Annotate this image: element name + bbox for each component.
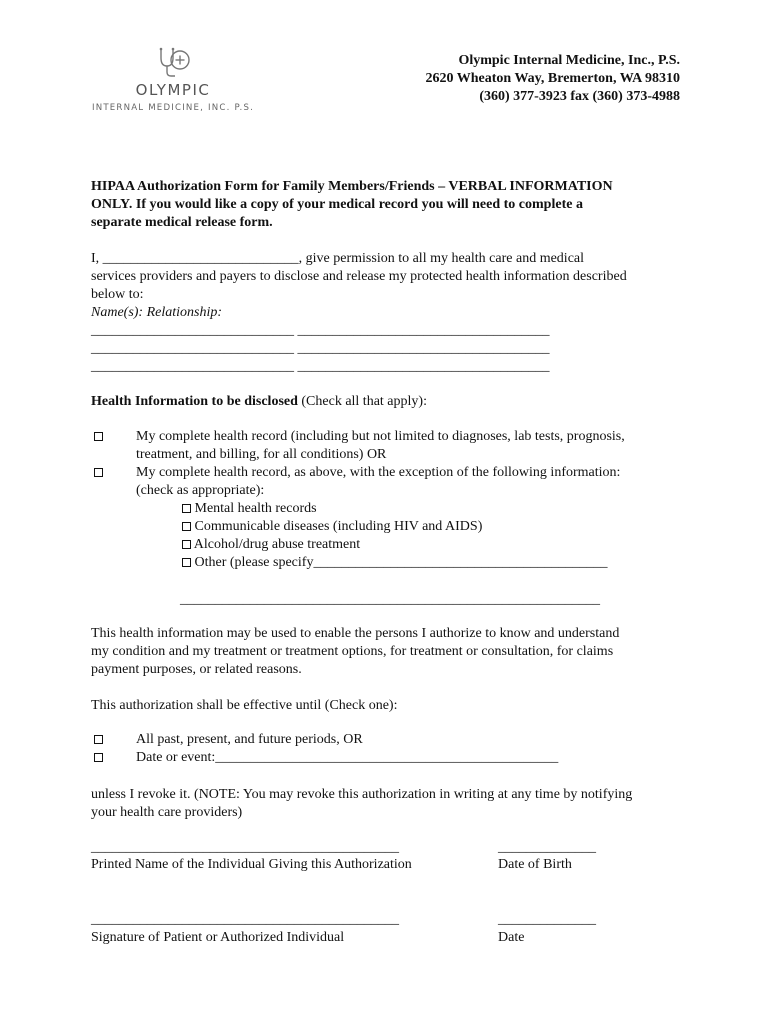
full-record-checkbox[interactable] — [94, 432, 103, 441]
name-relationship-row-1[interactable]: _____________________________ ____________________________________ — [91, 323, 550, 338]
usage-line-1: This health information may be used to enable the persons I authorize to know and understand — [91, 626, 620, 641]
record-with-exceptions-checkbox[interactable] — [94, 468, 103, 477]
date-line[interactable]: ______________ — [498, 912, 596, 927]
name-relationship-row-3[interactable]: _____________________________ ____________________________________ — [91, 359, 550, 374]
logo-name: OLYMPIC — [135, 81, 211, 99]
permission-line-1[interactable]: I, ____________________________, give permission to all my health care and medical — [91, 251, 585, 266]
health-info-heading — [91, 393, 691, 411]
exceptions-line-2: (check as appropriate): — [136, 483, 265, 498]
effective-heading: This authorization shall be effective until (Check one): — [91, 698, 398, 713]
practice-logo — [88, 46, 258, 126]
permission-line-2: services providers and payers to disclose and release my protected health information described — [91, 269, 627, 284]
record-with-exceptions-option — [136, 464, 696, 500]
form-title — [91, 178, 681, 232]
exceptions-line-1: My complete health record, as above, with the exception of the following information: — [136, 465, 621, 480]
other-label[interactable]: Other (please specify__________________________________________ — [194, 555, 608, 570]
revoke-paragraph — [91, 786, 691, 822]
other-specify-blank[interactable]: ____________________________________________________________ — [180, 592, 600, 607]
signature-label: Signature of Patient or Authorized Individual — [91, 930, 345, 945]
full-record-line-1: My complete health record (including but not limited to diagnoses, lab tests, prognosis, — [136, 429, 625, 444]
communicable-diseases-option — [182, 518, 482, 536]
full-record-line-2: treatment, and billing, for all conditions) OR — [136, 447, 387, 462]
practice-address — [426, 52, 680, 106]
stethoscope-plus-icon — [153, 46, 193, 80]
all-periods-label: All past, present, and future periods, OR — [136, 732, 363, 747]
full-record-option — [136, 428, 696, 464]
mental-health-option — [182, 500, 317, 518]
address-line-2: 2620 Wheaton Way, Bremerton, WA 98310 — [425, 71, 680, 86]
communicable-diseases-checkbox[interactable] — [182, 522, 191, 531]
permission-line-3: below to: — [91, 287, 144, 302]
other-option — [182, 554, 607, 572]
health-info-heading-rest: (Check all that apply): — [297, 394, 427, 409]
date-label: Date — [498, 930, 525, 945]
address-line-3: (360) 377-3923 fax (360) 373-4988 — [479, 89, 680, 104]
dob-label: Date of Birth — [498, 857, 572, 872]
printed-name-line[interactable]: ____________________________________________ — [91, 840, 399, 855]
logo-subtitle: INTERNAL MEDICINE, INC. P.S. — [91, 103, 255, 113]
other-checkbox[interactable] — [182, 558, 191, 567]
all-periods-checkbox[interactable] — [94, 735, 103, 744]
date-event-field[interactable]: Date or event:_________________________________________________ — [136, 750, 559, 765]
usage-line-3: payment purposes, or related reasons. — [91, 662, 302, 677]
address-line-1: Olympic Internal Medicine, Inc., P.S. — [458, 53, 680, 68]
dob-line[interactable]: ______________ — [498, 840, 596, 855]
revoke-line-1: unless I revoke it. (NOTE: You may revoke this authorization in writing at any time by notifying — [91, 787, 633, 802]
health-info-heading-bold: Health Information to be disclosed — [91, 394, 298, 409]
title-line-1: HIPAA Authorization Form for Family Members/Friends – VERBAL INFORMATION — [91, 179, 613, 194]
usage-paragraph — [91, 625, 691, 679]
names-relationship-label: Name(s): Relationship: — [91, 305, 223, 320]
alcohol-drug-label: Alcohol/drug abuse treatment — [193, 537, 361, 552]
mental-health-label: Mental health records — [194, 501, 317, 516]
printed-name-label: Printed Name of the Individual Giving this Authorization — [91, 857, 412, 872]
revoke-line-2: your health care providers) — [91, 805, 243, 820]
date-event-checkbox[interactable] — [94, 753, 103, 762]
alcohol-drug-option — [182, 536, 360, 554]
permission-paragraph — [91, 250, 691, 376]
signature-line[interactable]: ____________________________________________ — [91, 912, 399, 927]
name-relationship-row-2[interactable]: _____________________________ ____________________________________ — [91, 341, 550, 356]
communicable-diseases-label: Communicable diseases (including HIV and AIDS) — [194, 519, 483, 534]
alcohol-drug-checkbox[interactable] — [182, 540, 191, 549]
title-line-3: separate medical release form. — [91, 215, 273, 230]
usage-line-2: my condition and my treatment or treatment options, for treatment or consultation, for claims — [91, 644, 614, 659]
mental-health-checkbox[interactable] — [182, 504, 191, 513]
title-line-2: ONLY. If you would like a copy of your medical record you will need to complete a — [91, 197, 583, 212]
